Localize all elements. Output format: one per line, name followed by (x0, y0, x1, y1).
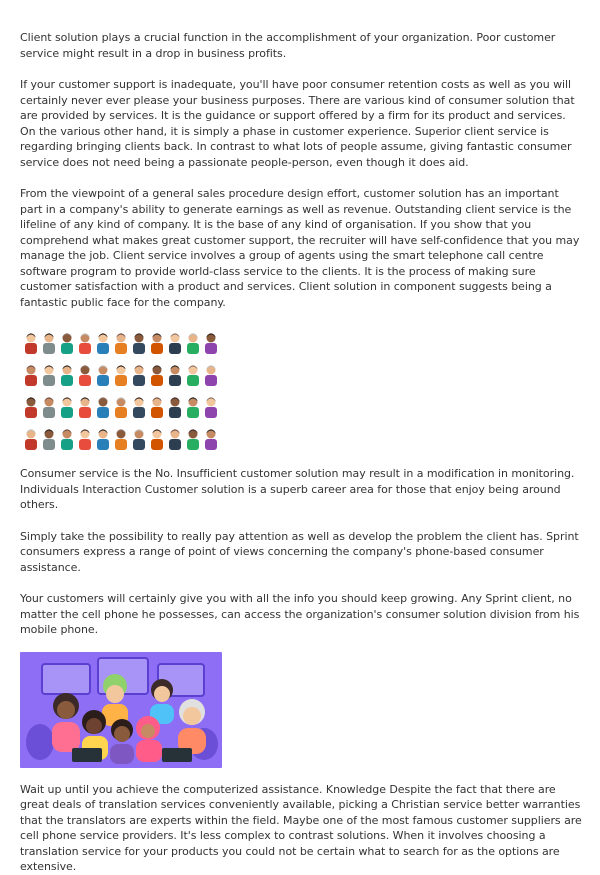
paragraph-1: Client solution plays a crucial function in the accomplishment of your organization. Poor customer service might result in a drop in business profits. (20, 31, 556, 60)
person-avatar-icon (166, 328, 184, 356)
person-avatar-icon (76, 328, 94, 356)
person-avatar-icon (58, 360, 76, 388)
paragraph-4: Consumer service is the No. Insufficient customer solution may result in a modification in monitoring. Individuals Interaction Customer solution is a superb career area for those that enjoy being around others. (20, 467, 575, 511)
people-avatar-grid-image (22, 328, 222, 450)
person-avatar-icon (94, 328, 112, 356)
person-avatar-icon (22, 424, 40, 452)
person-avatar-icon (130, 328, 148, 356)
person-avatar-icon (40, 360, 58, 388)
person-avatar-icon (166, 360, 184, 388)
person-avatar-icon (76, 392, 94, 420)
person-avatar-icon (22, 328, 40, 356)
paragraph-5: Simply take the possibility to really pay attention as well as develop the problem the client has. Sprint consumers express a range of point of views concerning the company's phone-based consumer assistance. (20, 529, 579, 574)
person-avatar-icon (112, 392, 130, 420)
person-avatar-icon (76, 424, 94, 452)
person-avatar-icon (22, 392, 40, 420)
person-avatar-icon (40, 392, 58, 420)
person-avatar-icon (112, 360, 130, 388)
person-avatar-icon (184, 328, 202, 356)
person-avatar-icon (40, 328, 58, 356)
person-avatar-icon (184, 424, 202, 452)
person-avatar-icon (22, 360, 40, 388)
person-avatar-icon (148, 392, 166, 420)
person-avatar-icon (58, 424, 76, 452)
person-avatar-icon (148, 424, 166, 452)
person-avatar-icon (58, 328, 76, 356)
team-illustration-image (20, 652, 222, 768)
paragraph-2: If your customer support is inadequate, you'll have poor consumer retention costs as well as you will certainly never ever please your business purposes. There are various kind of consumer solution that are provided by services. It is the guidance or support offered by a firm for its product and services. On the various other hand, it is simply a phase in customer experience. Superior client service is regarding bringing clients back. In contrast to what lots of people assume, giving fantastic consumer service does not need being a passionate people-person, even though it does aid. (20, 78, 575, 169)
person-avatar-icon (130, 424, 148, 452)
person-avatar-icon (166, 392, 184, 420)
person-avatar-icon (148, 328, 166, 356)
person-avatar-icon (112, 328, 130, 356)
paragraph-7: Wait up until you achieve the computerized assistance. Knowledge Despite the fact that there are great deals of translation services conveniently available, picking a Christian service better warranties that the translators are experts within the field. Maybe one of the most famous customer suppliers are cell phone service providers. It's less complex to contrast solutions. When it involves choosing a translation service for your products you could not be certain what to search for as the options are extensive. (20, 782, 582, 873)
person-avatar-icon (130, 392, 148, 420)
person-avatar-icon (58, 392, 76, 420)
person-avatar-icon (202, 360, 220, 388)
person-avatar-icon (202, 424, 220, 452)
article-body (20, 30, 582, 875)
person-avatar-icon (184, 360, 202, 388)
person-avatar-icon (166, 424, 184, 452)
person-avatar-icon (148, 360, 166, 388)
person-avatar-icon (76, 360, 94, 388)
person-avatar-icon (112, 424, 130, 452)
person-avatar-icon (40, 424, 58, 452)
person-avatar-icon (94, 392, 112, 420)
paragraph-6: Your customers will certainly give you with all the info you should keep growing. Any Sprint client, no matter the cell phone he possesses, can access the organization's consumer solution division from his mobile phone. (20, 592, 580, 636)
paragraph-3: From the viewpoint of a general sales procedure design effort, customer solution has an important part in a company's ability to generate earnings as well as revenue. Outstanding client service is the lifeline of any kind of company. It is the base of any kind of organisation. If you show that you comprehend what makes great customer support, the recruiter will have self-confidence that you may manage the job. Client service involves a group of agents using the smart telephone call centre software program to provide world-class service to the clients. It is the process of making sure customer satisfaction with a product and services. Client solution in component suggests being a fantastic public face for the company. (20, 187, 580, 309)
person-avatar-icon (94, 360, 112, 388)
person-avatar-icon (184, 392, 202, 420)
person-avatar-icon (202, 392, 220, 420)
person-avatar-icon (94, 424, 112, 452)
person-avatar-icon (130, 360, 148, 388)
person-avatar-icon (202, 328, 220, 356)
